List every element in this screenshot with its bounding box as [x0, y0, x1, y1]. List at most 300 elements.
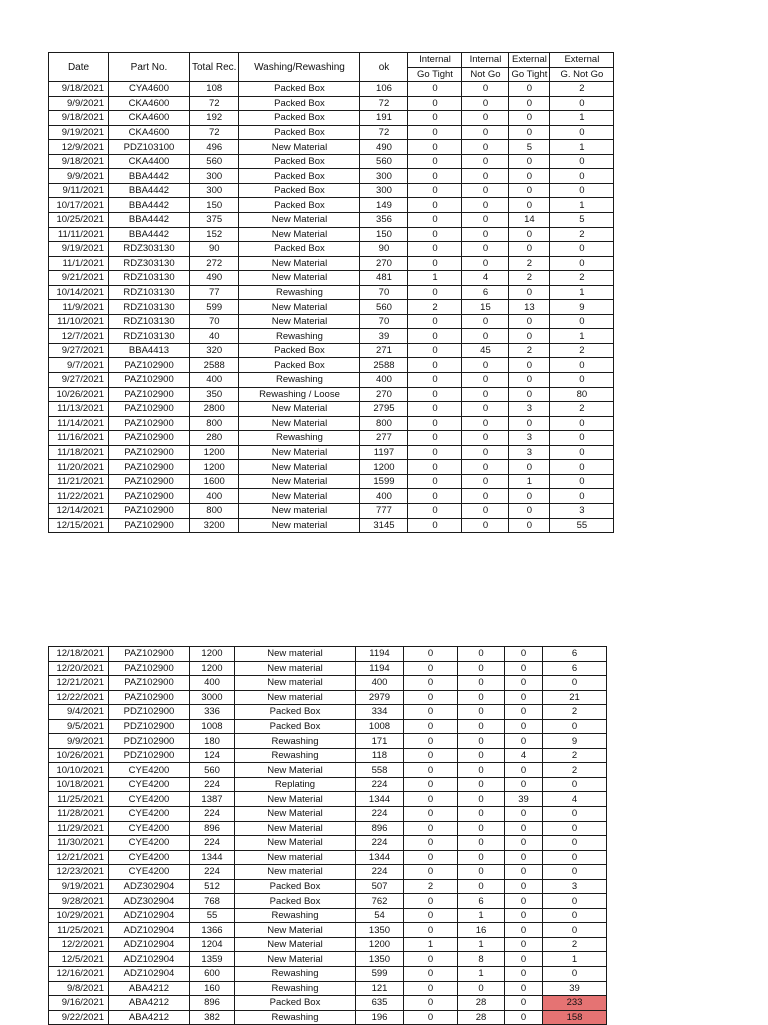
cell-external-go-tight: 0 — [505, 821, 543, 836]
cell-external-go-tight: 0 — [509, 169, 550, 184]
cell-internal-not-go: 0 — [462, 140, 509, 155]
cell-ok: 2588 — [360, 358, 408, 373]
cell-ok: 490 — [360, 140, 408, 155]
cell-external-g-not-go: 0 — [543, 923, 607, 938]
cell-external-go-tight: 0 — [509, 242, 550, 257]
cell-part-no: ADZ102904 — [109, 923, 190, 938]
cell-internal-go-tight: 0 — [408, 314, 462, 329]
cell-internal-not-go: 0 — [458, 690, 505, 705]
cell-internal-go-tight: 0 — [408, 343, 462, 358]
cell-external-go-tight: 0 — [505, 967, 543, 982]
cell-washing: New material — [235, 690, 356, 705]
cell-total-rec: 382 — [190, 1010, 235, 1025]
cell-external-go-tight: 0 — [509, 125, 550, 140]
cell-external-g-not-go: 21 — [543, 690, 607, 705]
cell-washing: Rewashing — [239, 431, 360, 446]
cell-internal-not-go: 0 — [458, 792, 505, 807]
cell-part-no: RDZ103130 — [109, 300, 190, 315]
cell-date: 11/25/2021 — [49, 792, 109, 807]
cell-washing: Packed Box — [239, 358, 360, 373]
cell-part-no: ADZ302904 — [109, 894, 190, 909]
cell-date: 9/27/2021 — [49, 343, 109, 358]
table-row — [49, 256, 614, 271]
table-row — [49, 792, 607, 807]
cell-date: 9/7/2021 — [49, 358, 109, 373]
cell-date: 11/25/2021 — [49, 923, 109, 938]
cell-ok: 224 — [356, 836, 404, 851]
cell-total-rec: 272 — [190, 256, 239, 271]
cell-internal-go-tight: 0 — [408, 474, 462, 489]
cell-external-go-tight: 0 — [509, 154, 550, 169]
cell-internal-not-go: 0 — [462, 474, 509, 489]
cell-external-g-not-go: 0 — [550, 373, 614, 388]
cell-total-rec: 192 — [190, 111, 239, 126]
cell-ok: 1200 — [356, 937, 404, 952]
cell-ok: 1344 — [356, 792, 404, 807]
table-row — [49, 734, 607, 749]
cell-total-rec: 560 — [190, 154, 239, 169]
cell-internal-not-go: 0 — [458, 807, 505, 822]
cell-ok: 1350 — [356, 923, 404, 938]
cell-part-no: PAZ102900 — [109, 647, 190, 662]
cell-washing: New material — [235, 850, 356, 865]
table-row — [49, 879, 607, 894]
cell-internal-go-tight: 0 — [408, 402, 462, 417]
cell-total-rec: 300 — [190, 183, 239, 198]
cell-ok: 300 — [360, 169, 408, 184]
cell-part-no: PAZ102900 — [109, 489, 190, 504]
cell-external-g-not-go: 0 — [543, 821, 607, 836]
header-date: Date — [49, 53, 109, 82]
cell-date: 11/9/2021 — [49, 300, 109, 315]
cell-total-rec: 1204 — [190, 937, 235, 952]
cell-external-go-tight: 0 — [509, 329, 550, 344]
cell-internal-not-go: 0 — [462, 518, 509, 533]
cell-ok: 560 — [360, 154, 408, 169]
cell-external-go-tight: 0 — [509, 198, 550, 213]
cell-external-g-not-go: 0 — [550, 96, 614, 111]
cell-external-g-not-go: 0 — [550, 445, 614, 460]
cell-washing: New Material — [239, 402, 360, 417]
cell-total-rec: 1200 — [190, 661, 235, 676]
cell-part-no: CKA4400 — [109, 154, 190, 169]
cell-ok: 70 — [360, 285, 408, 300]
table-row — [49, 329, 614, 344]
cell-washing: New material — [235, 676, 356, 691]
cell-internal-not-go: 1 — [458, 908, 505, 923]
cell-ok: 72 — [360, 125, 408, 140]
table-row — [49, 518, 614, 533]
cell-external-go-tight: 0 — [509, 416, 550, 431]
cell-external-go-tight: 0 — [509, 227, 550, 242]
cell-internal-go-tight: 0 — [404, 792, 458, 807]
cell-external-g-not-go: 158 — [543, 1010, 607, 1025]
cell-part-no: RDZ303130 — [109, 256, 190, 271]
cell-date: 12/22/2021 — [49, 690, 109, 705]
cell-part-no: PAZ102900 — [109, 387, 190, 402]
cell-ok: 196 — [356, 1010, 404, 1025]
cell-internal-go-tight: 0 — [408, 285, 462, 300]
cell-date: 9/9/2021 — [49, 169, 109, 184]
cell-washing: New material — [235, 661, 356, 676]
table-row — [49, 763, 607, 778]
cell-ok: 599 — [356, 967, 404, 982]
cell-external-go-tight: 0 — [505, 777, 543, 792]
cell-internal-go-tight: 0 — [408, 96, 462, 111]
cell-internal-not-go: 0 — [458, 748, 505, 763]
cell-external-g-not-go: 0 — [543, 719, 607, 734]
cell-washing: New Material — [239, 271, 360, 286]
table-row — [49, 445, 614, 460]
cell-total-rec: 350 — [190, 387, 239, 402]
table-row — [49, 836, 607, 851]
cell-internal-go-tight: 0 — [404, 996, 458, 1011]
cell-total-rec: 55 — [190, 908, 235, 923]
cell-external-g-not-go: 0 — [543, 836, 607, 851]
cell-part-no: CKA4600 — [109, 125, 190, 140]
cell-total-rec: 224 — [190, 865, 235, 880]
cell-date: 12/21/2021 — [49, 676, 109, 691]
cell-external-g-not-go: 0 — [543, 865, 607, 880]
cell-ok: 2795 — [360, 402, 408, 417]
cell-ok: 896 — [356, 821, 404, 836]
cell-washing: Rewashing / Loose — [239, 387, 360, 402]
cell-total-rec: 1359 — [190, 952, 235, 967]
cell-date: 9/5/2021 — [49, 719, 109, 734]
table-row — [49, 358, 614, 373]
cell-part-no: PAZ102900 — [109, 690, 190, 705]
cell-washing: New Material — [239, 489, 360, 504]
cell-date: 11/29/2021 — [49, 821, 109, 836]
cell-date: 12/5/2021 — [49, 952, 109, 967]
cell-total-rec: 1200 — [190, 647, 235, 662]
cell-date: 11/28/2021 — [49, 807, 109, 822]
cell-internal-not-go: 0 — [462, 489, 509, 504]
header-external-go-tight-2: Go Tight — [509, 67, 550, 82]
cell-external-g-not-go: 2 — [543, 705, 607, 720]
cell-internal-go-tight: 0 — [404, 748, 458, 763]
cell-internal-not-go: 6 — [462, 285, 509, 300]
cell-total-rec: 70 — [190, 314, 239, 329]
cell-external-g-not-go: 6 — [543, 661, 607, 676]
cell-ok: 558 — [356, 763, 404, 778]
cell-washing: New Material — [239, 474, 360, 489]
table-row — [49, 271, 614, 286]
cell-washing: New Material — [239, 445, 360, 460]
cell-part-no: PAZ102900 — [109, 373, 190, 388]
cell-washing: New Material — [235, 821, 356, 836]
cell-internal-not-go: 0 — [462, 125, 509, 140]
cell-external-g-not-go: 0 — [543, 908, 607, 923]
cell-ok: 762 — [356, 894, 404, 909]
cell-date: 11/16/2021 — [49, 431, 109, 446]
cell-external-go-tight: 0 — [509, 460, 550, 475]
cell-external-g-not-go: 0 — [550, 154, 614, 169]
cell-ok: 777 — [360, 503, 408, 518]
table-row — [49, 489, 614, 504]
cell-external-go-tight: 0 — [509, 314, 550, 329]
cell-ok: 1200 — [360, 460, 408, 475]
cell-date: 10/10/2021 — [49, 763, 109, 778]
cell-washing: Packed Box — [235, 879, 356, 894]
cell-external-go-tight: 0 — [505, 865, 543, 880]
cell-internal-not-go: 0 — [462, 256, 509, 271]
cell-external-g-not-go: 0 — [543, 807, 607, 822]
cell-date: 11/13/2021 — [49, 402, 109, 417]
header-total-rec: Total Rec. — [190, 53, 239, 82]
cell-external-g-not-go: 1 — [550, 198, 614, 213]
cell-part-no: CYE4200 — [109, 807, 190, 822]
table-row — [49, 125, 614, 140]
table-row — [49, 952, 607, 967]
cell-internal-not-go: 0 — [462, 227, 509, 242]
cell-date: 10/29/2021 — [49, 908, 109, 923]
cell-internal-go-tight: 0 — [404, 690, 458, 705]
header-ok: ok — [360, 53, 408, 82]
inspection-table-bottom — [48, 646, 607, 1025]
cell-internal-go-tight: 0 — [404, 647, 458, 662]
cell-external-g-not-go: 0 — [550, 460, 614, 475]
cell-part-no: ABA4212 — [109, 1010, 190, 1025]
cell-date: 11/30/2021 — [49, 836, 109, 851]
cell-ok: 400 — [356, 676, 404, 691]
cell-internal-go-tight: 0 — [404, 676, 458, 691]
cell-external-g-not-go: 0 — [543, 676, 607, 691]
cell-washing: Packed Box — [239, 343, 360, 358]
cell-ok: 270 — [360, 387, 408, 402]
cell-total-rec: 336 — [190, 705, 235, 720]
cell-total-rec: 490 — [190, 271, 239, 286]
cell-internal-go-tight: 0 — [408, 416, 462, 431]
header-external-g-not-go-2: G. Not Go — [550, 67, 614, 82]
cell-external-go-tight: 0 — [509, 387, 550, 402]
cell-internal-go-tight: 0 — [404, 1010, 458, 1025]
cell-total-rec: 2800 — [190, 402, 239, 417]
cell-part-no: RDZ103130 — [109, 271, 190, 286]
cell-ok: 271 — [360, 343, 408, 358]
table-row — [49, 996, 607, 1011]
cell-date: 11/10/2021 — [49, 314, 109, 329]
cell-external-g-not-go: 0 — [550, 169, 614, 184]
cell-internal-go-tight: 0 — [408, 213, 462, 228]
cell-internal-go-tight: 0 — [404, 850, 458, 865]
cell-external-go-tight: 0 — [509, 358, 550, 373]
cell-date: 9/9/2021 — [49, 734, 109, 749]
cell-internal-go-tight: 0 — [408, 518, 462, 533]
cell-part-no: ADZ102904 — [109, 967, 190, 982]
cell-washing: Rewashing — [239, 329, 360, 344]
cell-part-no: PAZ102900 — [109, 445, 190, 460]
cell-external-go-tight: 0 — [505, 661, 543, 676]
table-row — [49, 416, 614, 431]
cell-external-g-not-go: 4 — [543, 792, 607, 807]
table-row — [49, 111, 614, 126]
cell-part-no: ABA4212 — [109, 996, 190, 1011]
cell-external-go-tight: 2 — [509, 271, 550, 286]
cell-part-no: PAZ102900 — [109, 358, 190, 373]
cell-washing: New material — [239, 503, 360, 518]
cell-total-rec: 768 — [190, 894, 235, 909]
table-row — [49, 285, 614, 300]
cell-internal-not-go: 0 — [462, 387, 509, 402]
cell-washing: Packed Box — [239, 183, 360, 198]
cell-external-go-tight: 0 — [505, 981, 543, 996]
cell-part-no: PAZ102900 — [109, 431, 190, 446]
table-row — [49, 213, 614, 228]
header-external-g-not-go-1: External — [550, 53, 614, 68]
cell-total-rec: 280 — [190, 431, 239, 446]
cell-internal-go-tight: 0 — [408, 460, 462, 475]
cell-part-no: PDZ102900 — [109, 719, 190, 734]
cell-washing: New material — [235, 865, 356, 880]
cell-washing: New Material — [235, 923, 356, 938]
cell-total-rec: 72 — [190, 125, 239, 140]
cell-internal-go-tight: 0 — [404, 661, 458, 676]
cell-external-go-tight: 0 — [509, 285, 550, 300]
cell-internal-not-go: 0 — [462, 82, 509, 97]
cell-total-rec: 1366 — [190, 923, 235, 938]
cell-external-go-tight: 4 — [505, 748, 543, 763]
table-row — [49, 777, 607, 792]
cell-washing: New material — [239, 518, 360, 533]
cell-external-g-not-go: 0 — [543, 850, 607, 865]
table-row — [49, 343, 614, 358]
cell-date: 12/2/2021 — [49, 937, 109, 952]
cell-part-no: ADZ102904 — [109, 908, 190, 923]
cell-external-go-tight: 5 — [509, 140, 550, 155]
cell-internal-not-go: 0 — [458, 734, 505, 749]
cell-washing: New Material — [239, 227, 360, 242]
cell-internal-go-tight: 0 — [408, 358, 462, 373]
cell-washing: New Material — [235, 763, 356, 778]
cell-total-rec: 77 — [190, 285, 239, 300]
cell-ok: 224 — [356, 777, 404, 792]
cell-part-no: BBA4442 — [109, 198, 190, 213]
cell-external-g-not-go: 55 — [550, 518, 614, 533]
cell-internal-go-tight: 0 — [408, 489, 462, 504]
cell-internal-not-go: 0 — [462, 169, 509, 184]
cell-internal-not-go: 0 — [462, 213, 509, 228]
cell-date: 11/11/2021 — [49, 227, 109, 242]
cell-external-go-tight: 0 — [505, 647, 543, 662]
cell-date: 11/1/2021 — [49, 256, 109, 271]
cell-date: 12/20/2021 — [49, 661, 109, 676]
table-row — [49, 300, 614, 315]
cell-ok: 277 — [360, 431, 408, 446]
cell-internal-not-go: 1 — [458, 937, 505, 952]
cell-internal-go-tight: 0 — [408, 154, 462, 169]
table-row — [49, 705, 607, 720]
cell-external-go-tight: 14 — [509, 213, 550, 228]
cell-date: 12/18/2021 — [49, 647, 109, 662]
header-washing: Washing/Rewashing — [239, 53, 360, 82]
table-row — [49, 227, 614, 242]
cell-internal-go-tight: 0 — [408, 445, 462, 460]
cell-total-rec: 72 — [190, 96, 239, 111]
cell-part-no: BBA4413 — [109, 343, 190, 358]
cell-external-g-not-go: 0 — [550, 242, 614, 257]
cell-ok: 90 — [360, 242, 408, 257]
cell-external-g-not-go: 1 — [550, 140, 614, 155]
cell-external-go-tight: 0 — [509, 489, 550, 504]
cell-external-g-not-go: 1 — [550, 329, 614, 344]
table-row — [49, 474, 614, 489]
cell-date: 9/19/2021 — [49, 879, 109, 894]
cell-internal-not-go: 0 — [458, 705, 505, 720]
cell-ok: 54 — [356, 908, 404, 923]
table-row — [49, 242, 614, 257]
cell-part-no: PAZ102900 — [109, 676, 190, 691]
cell-date: 10/25/2021 — [49, 213, 109, 228]
cell-external-go-tight: 0 — [505, 937, 543, 952]
cell-date: 9/27/2021 — [49, 373, 109, 388]
cell-part-no: PAZ102900 — [109, 402, 190, 417]
table-row — [49, 647, 607, 662]
cell-internal-go-tight: 0 — [408, 373, 462, 388]
cell-total-rec: 600 — [190, 967, 235, 982]
cell-total-rec: 800 — [190, 416, 239, 431]
cell-external-go-tight: 2 — [509, 343, 550, 358]
cell-ok: 121 — [356, 981, 404, 996]
table-row — [49, 460, 614, 475]
cell-external-g-not-go: 0 — [550, 256, 614, 271]
cell-internal-not-go: 0 — [462, 154, 509, 169]
cell-external-go-tight: 0 — [505, 894, 543, 909]
cell-date: 9/21/2021 — [49, 271, 109, 286]
cell-external-go-tight: 2 — [509, 256, 550, 271]
cell-ok: 1599 — [360, 474, 408, 489]
cell-part-no: CYA4600 — [109, 82, 190, 97]
cell-ok: 2979 — [356, 690, 404, 705]
cell-washing: Packed Box — [239, 82, 360, 97]
cell-internal-go-tight: 0 — [404, 981, 458, 996]
cell-date: 11/21/2021 — [49, 474, 109, 489]
cell-total-rec: 400 — [190, 489, 239, 504]
cell-ok: 300 — [360, 183, 408, 198]
cell-internal-go-tight: 0 — [404, 705, 458, 720]
cell-external-go-tight: 3 — [509, 431, 550, 446]
cell-total-rec: 1200 — [190, 460, 239, 475]
cell-date: 9/18/2021 — [49, 111, 109, 126]
cell-total-rec: 1600 — [190, 474, 239, 489]
cell-total-rec: 224 — [190, 807, 235, 822]
cell-internal-go-tight: 0 — [404, 719, 458, 734]
table-row — [49, 661, 607, 676]
cell-part-no: CKA4600 — [109, 96, 190, 111]
table-row — [49, 314, 614, 329]
cell-internal-not-go: 45 — [462, 343, 509, 358]
cell-washing: Packed Box — [235, 996, 356, 1011]
cell-internal-not-go: 0 — [462, 198, 509, 213]
cell-part-no: CYE4200 — [109, 763, 190, 778]
table-row — [49, 719, 607, 734]
cell-total-rec: 160 — [190, 981, 235, 996]
cell-total-rec: 400 — [190, 676, 235, 691]
cell-internal-not-go: 15 — [462, 300, 509, 315]
cell-part-no: PDZ103100 — [109, 140, 190, 155]
cell-external-go-tight: 0 — [509, 503, 550, 518]
cell-date: 9/18/2021 — [49, 154, 109, 169]
table-row — [49, 821, 607, 836]
cell-internal-not-go: 0 — [458, 777, 505, 792]
cell-external-go-tight: 0 — [505, 807, 543, 822]
cell-date: 10/14/2021 — [49, 285, 109, 300]
cell-ok: 149 — [360, 198, 408, 213]
cell-ok: 334 — [356, 705, 404, 720]
cell-ok: 635 — [356, 996, 404, 1011]
cell-total-rec: 512 — [190, 879, 235, 894]
cell-internal-go-tight: 0 — [408, 242, 462, 257]
